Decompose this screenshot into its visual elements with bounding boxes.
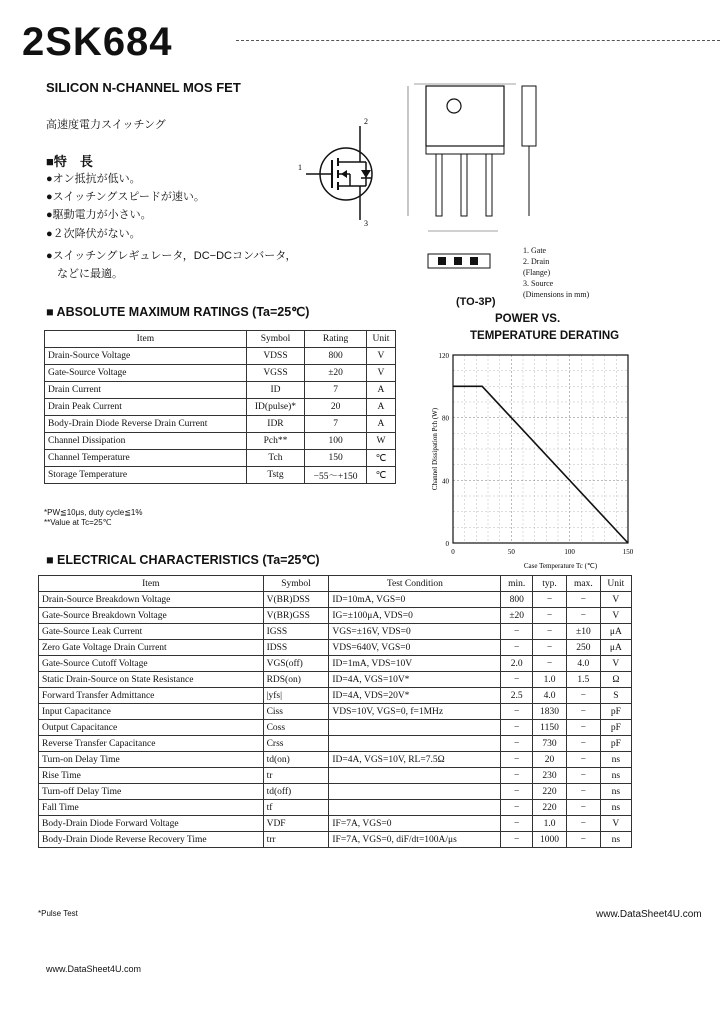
table-cell: − (501, 736, 533, 752)
table-cell: 7 (305, 382, 367, 399)
col-symbol: Symbol (246, 331, 304, 348)
table-cell: V(BR)GSS (263, 608, 329, 624)
table-cell: − (501, 832, 533, 848)
table-cell: V (366, 365, 395, 382)
table-cell: A (366, 399, 395, 416)
derating-chart (415, 345, 640, 570)
table-cell: 1.0 (533, 672, 567, 688)
table-cell: 250 (567, 640, 601, 656)
table-row (39, 736, 632, 752)
table-row (39, 608, 632, 624)
chart-title-line2: TEMPERATURE DERATING (470, 330, 620, 342)
table-cell: ±20 (305, 365, 367, 382)
table-row (39, 768, 632, 784)
application-title: 高速度電力スイッチング (46, 119, 166, 131)
table-cell: IDR (246, 416, 304, 433)
table-cell: ns (600, 832, 631, 848)
pin-legend-dimensions: (Dimensions in mm) (523, 290, 590, 299)
table-cell (329, 800, 501, 816)
table-cell: − (567, 608, 601, 624)
table-cell: Drain Peak Current (45, 399, 247, 416)
table-cell (329, 720, 501, 736)
table-cell: − (501, 784, 533, 800)
table-cell: VDF (263, 816, 329, 832)
table-row (45, 433, 396, 450)
chart-title-line1: POWER VS. (495, 313, 561, 325)
table-cell: − (501, 768, 533, 784)
table-cell: 1000 (533, 832, 567, 848)
table-cell: − (567, 800, 601, 816)
table-cell: ID=4A, VGS=10V, RL=7.5Ω (329, 752, 501, 768)
table-cell: Channel Dissipation (45, 433, 247, 450)
table-cell: − (567, 688, 601, 704)
table-cell: ±20 (501, 608, 533, 624)
table-cell: − (533, 608, 567, 624)
table-row (39, 784, 632, 800)
table-cell: − (501, 752, 533, 768)
table-cell: 1.0 (533, 816, 567, 832)
table-row (39, 816, 632, 832)
package-label: (TO-3P) (456, 296, 496, 308)
table-cell: 220 (533, 800, 567, 816)
table-cell: − (567, 720, 601, 736)
table-row (39, 672, 632, 688)
table-cell: − (533, 640, 567, 656)
table-cell: − (501, 720, 533, 736)
feature-item: などに最適。 (46, 268, 123, 280)
table-header-row (39, 576, 632, 592)
table-row (45, 450, 396, 467)
mosfet-symbol-icon (294, 112, 394, 230)
table-cell: ℃ (366, 467, 395, 484)
table-row (39, 656, 632, 672)
table-cell: A (366, 382, 395, 399)
col-item: Item (45, 331, 247, 348)
table-cell: tr (263, 768, 329, 784)
col-max: max. (567, 576, 601, 592)
table-cell: 1830 (533, 704, 567, 720)
y-tick-label: 120 (438, 352, 449, 360)
abs-max-body (45, 348, 396, 484)
table-cell: Static Drain-Source on State Resistance (39, 672, 264, 688)
table-cell: V (600, 656, 631, 672)
table-row (45, 467, 396, 484)
table-cell: − (567, 784, 601, 800)
table-cell: |yfs| (263, 688, 329, 704)
table-cell: td(on) (263, 752, 329, 768)
table-cell: ns (600, 768, 631, 784)
table-cell: 220 (533, 784, 567, 800)
footer-url[interactable]: www.DataSheet4U.com (46, 964, 142, 974)
col-unit: Unit (366, 331, 395, 348)
table-cell: S (600, 688, 631, 704)
table-row (45, 399, 396, 416)
elec-table (38, 575, 632, 848)
table-cell: Body-Drain Diode Reverse Drain Current (45, 416, 247, 433)
col-symbol: Symbol (263, 576, 329, 592)
table-cell: μA (600, 640, 631, 656)
table-cell: − (567, 704, 601, 720)
table-cell: −55～+150 (305, 467, 367, 484)
table-cell: Gate-Source Breakdown Voltage (39, 608, 264, 624)
table-row (39, 624, 632, 640)
part-number: 2SK684 (22, 20, 173, 64)
col-unit: Unit (600, 576, 631, 592)
table-cell: Drain Current (45, 382, 247, 399)
table-cell: 150 (305, 450, 367, 467)
table-cell: 7 (305, 416, 367, 433)
table-cell: Reverse Transfer Capacitance (39, 736, 264, 752)
table-cell: Gate-Source Leak Current (39, 624, 264, 640)
table-cell: ID=10mA, VGS=0 (329, 592, 501, 608)
table-cell: − (533, 592, 567, 608)
table-cell: Fall Time (39, 800, 264, 816)
watermark-url[interactable]: www.DataSheet4U.com (596, 909, 702, 920)
pin-2-label: 2 (364, 117, 368, 126)
table-cell: − (501, 816, 533, 832)
table-row (39, 704, 632, 720)
table-cell: IF=7A, VGS=0, diF/dt=100A/μs (329, 832, 501, 848)
table-cell: VGSS (246, 365, 304, 382)
table-cell: VGS(off) (263, 656, 329, 672)
table-cell: − (567, 752, 601, 768)
abs-footnote: **Value at Tc=25℃ (44, 518, 112, 527)
table-cell: V (600, 608, 631, 624)
table-cell: Turn-off Delay Time (39, 784, 264, 800)
table-row (39, 720, 632, 736)
pin-legend-gate: 1. Gate (523, 246, 547, 255)
table-cell: RDS(on) (263, 672, 329, 688)
x-tick-label: 150 (622, 548, 634, 556)
table-cell: V (600, 816, 631, 832)
table-cell: Gate-Source Voltage (45, 365, 247, 382)
table-cell: Storage Temperature (45, 467, 247, 484)
table-cell: Crss (263, 736, 329, 752)
col-test-condition: Test Condition (329, 576, 501, 592)
table-cell: − (567, 816, 601, 832)
table-cell: − (567, 736, 601, 752)
table-row (45, 416, 396, 433)
table-cell: V (600, 592, 631, 608)
table-cell: − (501, 624, 533, 640)
table-cell: 2.5 (501, 688, 533, 704)
table-cell: pF (600, 720, 631, 736)
table-cell: V (366, 348, 395, 365)
table-row (45, 382, 396, 399)
abs-max-heading: ■ ABSOLUTE MAXIMUM RATINGS (Ta=25℃) (46, 305, 310, 319)
table-cell: 1150 (533, 720, 567, 736)
table-cell: ID=4A, VGS=10V* (329, 672, 501, 688)
table-row (45, 365, 396, 382)
pulse-test-note: *Pulse Test (38, 909, 78, 918)
table-cell: V(BR)DSS (263, 592, 329, 608)
table-cell: Pch** (246, 433, 304, 450)
table-cell: VDS=640V, VGS=0 (329, 640, 501, 656)
table-cell: A (366, 416, 395, 433)
y-tick-label: 0 (445, 540, 449, 548)
feature-item: ●オン抵抗が低い。 (46, 173, 141, 185)
table-cell: 800 (305, 348, 367, 365)
table-cell: Input Capacitance (39, 704, 264, 720)
table-cell: Turn-on Delay Time (39, 752, 264, 768)
table-cell: ±10 (567, 624, 601, 640)
table-cell: ID=4A, VDS=20V* (329, 688, 501, 704)
device-subtitle: SILICON N-CHANNEL MOS FET (46, 80, 241, 95)
table-cell: Drain-Source Voltage (45, 348, 247, 365)
table-cell: 2.0 (501, 656, 533, 672)
table-cell: − (501, 704, 533, 720)
abs-max-table (44, 330, 396, 484)
table-cell: VDS=10V, VGS=0, f=1MHz (329, 704, 501, 720)
pin-legend-source: 3. Source (523, 279, 554, 288)
table-cell: 4.0 (533, 688, 567, 704)
table-cell: 100 (305, 433, 367, 450)
feature-item: ●２次降伏がない。 (46, 228, 141, 240)
table-cell: − (567, 592, 601, 608)
table-cell (329, 784, 501, 800)
pin-3-label: 3 (364, 219, 368, 228)
table-row (39, 592, 632, 608)
table-cell: Body-Drain Diode Forward Voltage (39, 816, 264, 832)
table-cell: ns (600, 800, 631, 816)
table-row (39, 752, 632, 768)
feature-item: ●スイッチングレギュレータ，DC−DCコンバータ， (46, 250, 297, 262)
table-cell: trr (263, 832, 329, 848)
table-cell: Forward Transfer Admittance (39, 688, 264, 704)
table-cell: IF=7A, VGS=0 (329, 816, 501, 832)
table-cell: 20 (533, 752, 567, 768)
abs-footnote: *PW≦10μs, duty cycle≦1% (44, 508, 143, 517)
table-cell: Drain-Source Breakdown Voltage (39, 592, 264, 608)
table-cell: Ciss (263, 704, 329, 720)
table-cell: 230 (533, 768, 567, 784)
table-header-row (45, 331, 396, 348)
table-cell: − (533, 624, 567, 640)
features-heading: ■特 長 (46, 154, 93, 169)
table-cell: 800 (501, 592, 533, 608)
col-item: Item (39, 576, 264, 592)
col-rating: Rating (305, 331, 367, 348)
header-rule (236, 40, 720, 41)
table-cell: ID (246, 382, 304, 399)
feature-item: ●駆動電力が小さい。 (46, 209, 152, 221)
table-cell: VGS=±16V, VDS=0 (329, 624, 501, 640)
table-cell: ns (600, 752, 631, 768)
table-cell: Tstg (246, 467, 304, 484)
table-cell: μA (600, 624, 631, 640)
table-cell: pF (600, 736, 631, 752)
table-cell: ns (600, 784, 631, 800)
table-cell: IG=±100μA, VDS=0 (329, 608, 501, 624)
pin-1-label: 1 (298, 163, 302, 172)
x-tick-label: 0 (451, 548, 455, 556)
table-cell: Rise Time (39, 768, 264, 784)
table-cell: 1.5 (567, 672, 601, 688)
table-cell: Gate-Source Cutoff Voltage (39, 656, 264, 672)
table-cell: − (567, 832, 601, 848)
table-cell: − (501, 800, 533, 816)
y-tick-label: 40 (442, 477, 449, 486)
table-cell: Channel Temperature (45, 450, 247, 467)
table-cell: IDSS (263, 640, 329, 656)
col-typ: typ. (533, 576, 567, 592)
table-cell (329, 736, 501, 752)
feature-item: ●スイッチングスピードが速い。 (46, 191, 205, 203)
table-cell: Tch (246, 450, 304, 467)
table-cell: ℃ (366, 450, 395, 467)
table-cell: ID(pulse)* (246, 399, 304, 416)
table-cell: − (501, 640, 533, 656)
table-cell: Coss (263, 720, 329, 736)
y-axis-label: Channel Dissipation Pch (W) (431, 407, 439, 491)
table-cell: ID=1mA, VDS=10V (329, 656, 501, 672)
x-tick-label: 100 (564, 548, 575, 556)
x-axis-label: Case Temperature Tc (℃) (523, 562, 598, 570)
table-cell: IGSS (263, 624, 329, 640)
x-tick-label: 50 (507, 548, 515, 556)
table-row (45, 348, 396, 365)
table-cell: − (567, 768, 601, 784)
table-row (39, 800, 632, 816)
table-cell: − (533, 656, 567, 672)
table-cell: td(off) (263, 784, 329, 800)
table-cell: Body-Drain Diode Reverse Recovery Time (39, 832, 264, 848)
pin-legend-flange: (Flange) (523, 268, 551, 277)
elec-body (39, 592, 632, 848)
table-row (39, 832, 632, 848)
table-cell: 4.0 (567, 656, 601, 672)
table-cell: 730 (533, 736, 567, 752)
col-min: min. (501, 576, 533, 592)
table-cell: − (501, 672, 533, 688)
table-row (39, 640, 632, 656)
table-cell: Zero Gate Voltage Drain Current (39, 640, 264, 656)
table-cell: W (366, 433, 395, 450)
table-cell: 20 (305, 399, 367, 416)
table-cell (329, 768, 501, 784)
table-cell: pF (600, 704, 631, 720)
table-cell: Ω (600, 672, 631, 688)
table-cell: Output Capacitance (39, 720, 264, 736)
pin-legend-drain: 2. Drain (523, 257, 550, 266)
table-cell: VDSS (246, 348, 304, 365)
elec-heading: ■ ELECTRICAL CHARACTERISTICS (Ta=25℃) (46, 553, 320, 567)
table-row (39, 688, 632, 704)
table-cell: tf (263, 800, 329, 816)
y-tick-label: 80 (442, 414, 449, 423)
